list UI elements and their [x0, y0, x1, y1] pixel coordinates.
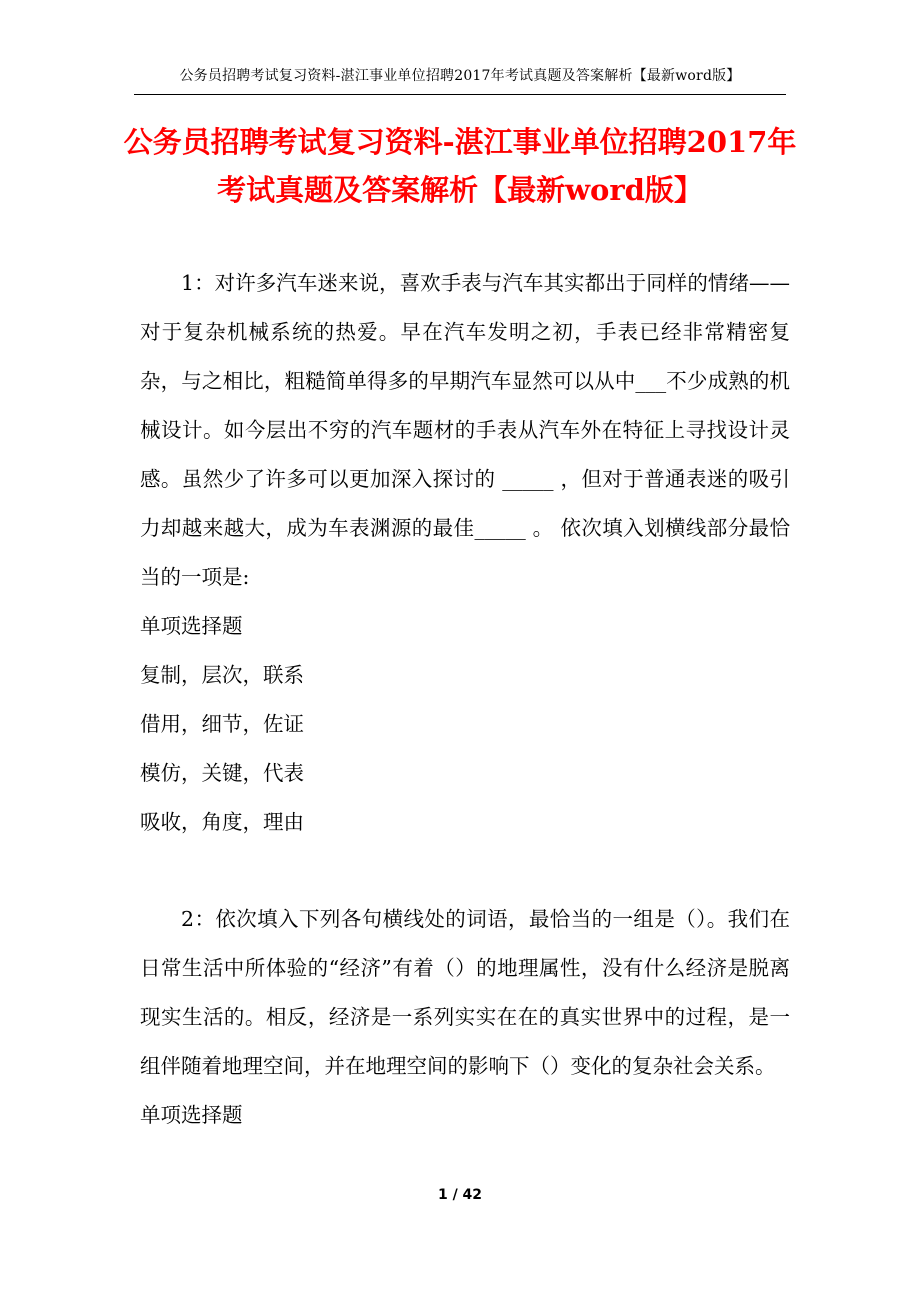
question-1-type: 单项选择题 — [140, 614, 243, 638]
question-1-option-4: 吸收，角度，理由 — [140, 810, 304, 834]
question-1-option-2: 借用，细节，佐证 — [140, 712, 304, 736]
question-1-option-1: 复制，层次，联系 — [140, 663, 304, 687]
title-line-2: 考试真题及答案解析【最新word版】 — [217, 173, 703, 207]
document-title — [120, 118, 800, 214]
question-2 — [140, 895, 790, 1140]
question-1-text: 1：对许多汽车迷来说，喜欢手表与汽车其实都出于同样的情绪——对于复杂机械系统的热爱。早在汽车发明之初，手表已经非常精密复杂，与之相比，粗糙简单得多的早期汽车显然可以从中___不少成熟的机械设计。如今层出不穷的汽车题材的手表从汽车外在特征上寻找设计灵感。虽然少了许多可以更加深入探讨的 _____ ，但对于普通表迷的吸引力却越来越大，成为车表渊源的最佳_____ 。 依次填入划横线部分最恰当的一项是: — [140, 271, 790, 589]
question-spacer — [140, 847, 790, 895]
question-1 — [140, 259, 790, 847]
header-divider — [134, 94, 786, 95]
title-line-1: 公务员招聘考试复习资料-湛江事业单位招聘2017年 — [123, 125, 797, 159]
document-body — [140, 259, 790, 1140]
question-1-option-3: 模仿，关键，代表 — [140, 761, 304, 785]
running-header: 公务员招聘考试复习资料-湛江事业单位招聘2017年考试真题及答案解析【最新word版】 — [179, 68, 741, 84]
question-2-text: 2：依次填入下列各句横线处的词语，最恰当的一组是（）。我们在日常生活中所体验的“经济”有着（）的地理属性，没有什么经济是脱离现实生活的。相反，经济是一系列实实在在的真实世界中的过程，是一组伴随着地理空间，并在地理空间的影响下（）变化的复杂社会关系。 — [140, 907, 790, 1078]
page-number: 1 / 42 — [437, 1187, 483, 1203]
question-2-type: 单项选择题 — [140, 1103, 243, 1127]
